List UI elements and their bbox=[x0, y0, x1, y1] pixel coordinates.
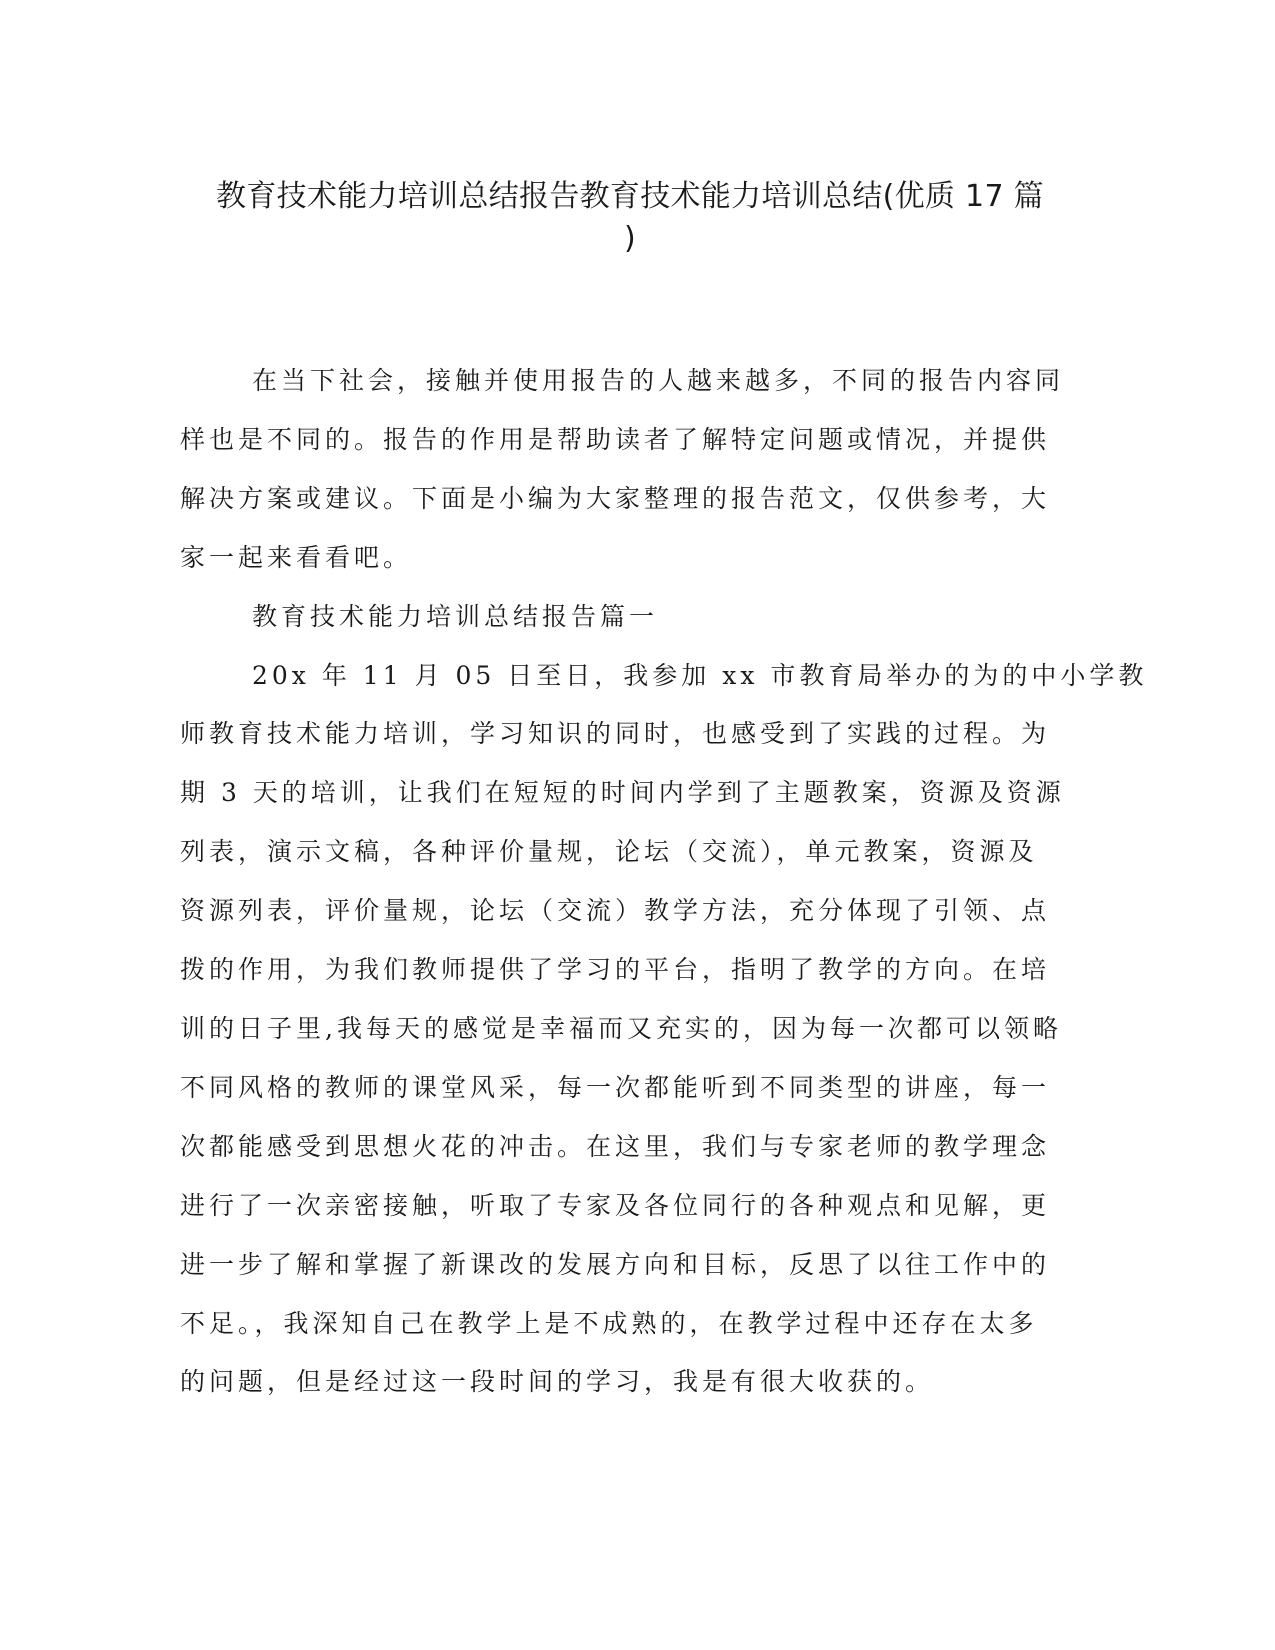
text-line: 不同风格的教师的课堂风采，每一次都能听到不同类型的讲座，每一 bbox=[180, 1072, 1051, 1102]
text-line: 拨的作用，为我们教师提供了学习的平台，指明了教学的方向。在培 bbox=[180, 955, 1051, 985]
text-line: 20x 年 11 月 05 日至日，我参加 xx 市教育局举办的为的中小学教 bbox=[252, 660, 1148, 690]
text-line: 家一起来看看吧。 bbox=[180, 542, 413, 572]
text-line: 进行了一次亲密接触，听取了专家及各位同行的各种观点和见解，更 bbox=[180, 1190, 1051, 1220]
text-line: 不足。，我深知自己在教学上是不成熟的，在教学过程中还存在太多 bbox=[180, 1308, 1038, 1338]
text-line: 进一步了解和掌握了新课改的发展方向和目标，反思了以往工作中的 bbox=[180, 1249, 1051, 1279]
text-line: 列表，演示文稿，各种评价量规，论坛（交流），单元教案，资源及 bbox=[180, 837, 1038, 867]
intro-paragraph bbox=[180, 352, 1065, 588]
title-line-1: 教育技术能力培训总结报告教育技术能力培训总结(优质 17 篇 bbox=[216, 179, 1044, 214]
section-paragraph bbox=[180, 647, 1148, 1413]
text-line: 资源列表，评价量规，论坛（交流）教学方法，充分体现了引领、点 bbox=[180, 896, 1051, 926]
section-heading bbox=[180, 588, 1035, 647]
document-title bbox=[180, 176, 1080, 260]
text-line: 在当下社会，接触并使用报告的人越来越多，不同的报告内容同 bbox=[252, 366, 1065, 395]
text-line: 训的日子里,我每天的感觉是幸福而又充实的，因为每一次都可以领略 bbox=[180, 1013, 1062, 1043]
text-line: 次都能感受到思想火花的冲击。在这里，我们与专家老师的教学理念 bbox=[180, 1131, 1051, 1161]
section-heading-text: 教育技术能力培训总结报告篇一 bbox=[252, 601, 659, 631]
text-line: 期 3 天的培训，让我们在短短的时间内学到了主题教案，资源及资源 bbox=[180, 778, 1065, 808]
text-line: 解决方案或建议。下面是小编为大家整理的报告范文，仅供参考，大 bbox=[180, 483, 1051, 513]
text-line: 师教育技术能力培训，学习知识的同时，也感受到了实践的过程。为 bbox=[180, 719, 1051, 749]
title-line-2: ) bbox=[623, 221, 636, 256]
document-body bbox=[180, 352, 1148, 1412]
text-line: 的问题，但是经过这一段时间的学习，我是有很大收获的。 bbox=[180, 1367, 935, 1397]
text-line: 样也是不同的。报告的作用是帮助读者了解特定问题或情况，并提供 bbox=[180, 424, 1051, 454]
